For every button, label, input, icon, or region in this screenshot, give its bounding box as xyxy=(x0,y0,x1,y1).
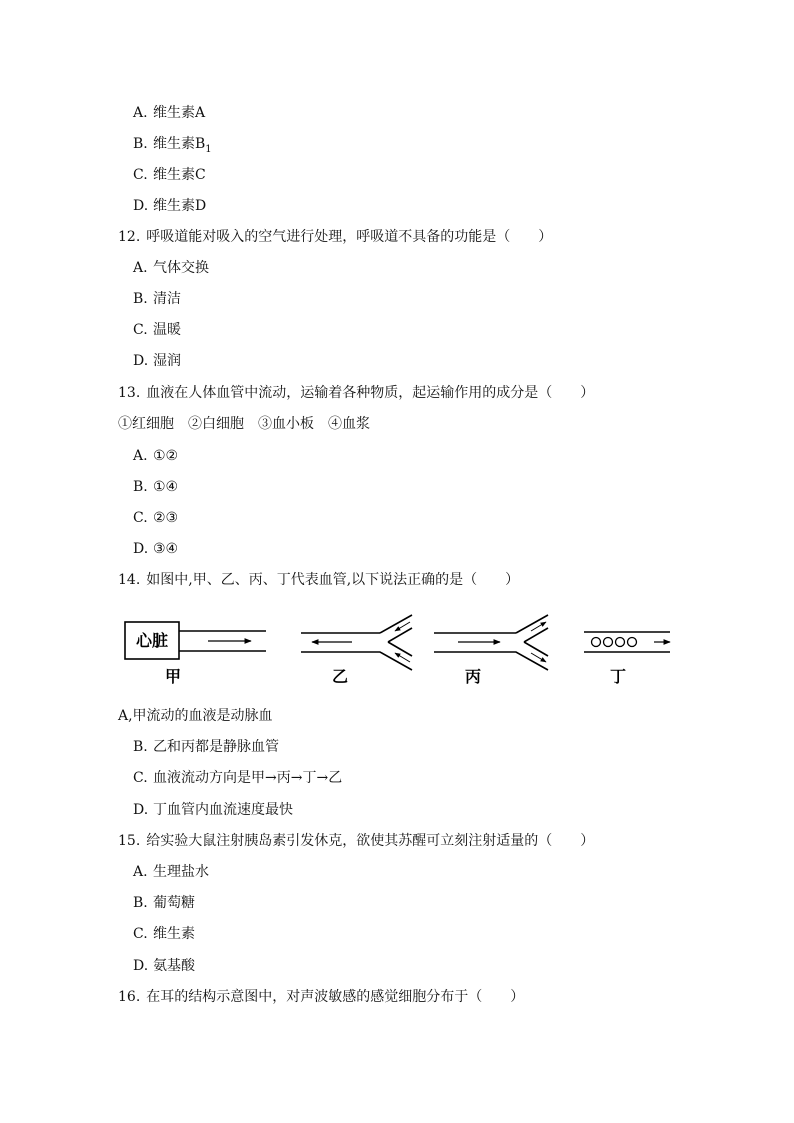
q12-option-b[interactable]: B. 清洁 xyxy=(133,291,181,307)
vessel-ding xyxy=(584,632,670,652)
label-jia: 甲 xyxy=(164,669,182,686)
q12-option-d[interactable]: D. 湿润 xyxy=(133,353,181,369)
q13-option-b[interactable]: B. ①④ xyxy=(133,479,179,495)
q14-option-d[interactable]: D. 丁血管内血流速度最快 xyxy=(133,802,293,818)
q14-stem: 14. 如图中,甲、乙、丙、丁代表血管,以下说法正确的是（ ） xyxy=(118,572,520,588)
q12-option-a[interactable]: A. 气体交换 xyxy=(133,260,209,276)
vessel-bing xyxy=(434,615,548,670)
q13-option-c[interactable]: C. ②③ xyxy=(133,510,179,526)
q11-option-c[interactable]: C. 维生素C xyxy=(133,167,206,183)
q13-option-d[interactable]: D. ③④ xyxy=(133,541,179,557)
q13-stem: 13. 血液在人体血管中流动，运输着各种物质，起运输作用的成分是（ ） xyxy=(118,385,595,401)
q11-option-d[interactable]: D. 维生素D xyxy=(133,198,207,214)
q15-option-b[interactable]: B. 葡萄糖 xyxy=(133,895,195,911)
q13-option-a[interactable]: A. ①② xyxy=(133,448,179,464)
label-bing: 丙 xyxy=(464,669,482,686)
q14-option-b[interactable]: B. 乙和丙都是静脉血管 xyxy=(133,739,279,755)
heart-label: 心脏 xyxy=(135,633,169,650)
q15-stem: 15. 给实验大鼠注射胰岛素引发休克，欲使其苏醒可立刻注射适量的（ ） xyxy=(118,833,595,849)
q16-stem: 16. 在耳的结构示意图中，对声波敏感的感觉细胞分布于（ ） xyxy=(118,989,525,1005)
q14-option-c[interactable]: C. 血液流动方向是甲→丙→丁→乙 xyxy=(133,770,343,786)
q15-option-d[interactable]: D. 氨基酸 xyxy=(133,958,195,974)
q15-option-a[interactable]: A. 生理盐水 xyxy=(133,864,209,880)
q11-option-b[interactable]: B. 维生素$B_1$ xyxy=(133,136,212,155)
q15-option-c[interactable]: C. 维生素 xyxy=(133,926,195,942)
q14-option-a[interactable]: A,甲流动的血液是动脉血 xyxy=(118,708,273,724)
q12-stem: 12. 呼吸道能对吸入的空气进行处理，呼吸道不具备的功能是（ ） xyxy=(118,229,553,245)
label-yi: 乙 xyxy=(331,669,349,686)
q11-option-a[interactable]: A. 维生素A xyxy=(133,105,206,121)
label-ding: 丁 xyxy=(609,669,627,686)
vessel-yi xyxy=(301,615,412,670)
q12-option-c[interactable]: C. 温暖 xyxy=(133,322,181,338)
blood-vessel-diagram xyxy=(118,612,678,692)
q13-choices: ①红细胞 ②白细胞 ③血小板 ④血浆 xyxy=(118,416,370,432)
